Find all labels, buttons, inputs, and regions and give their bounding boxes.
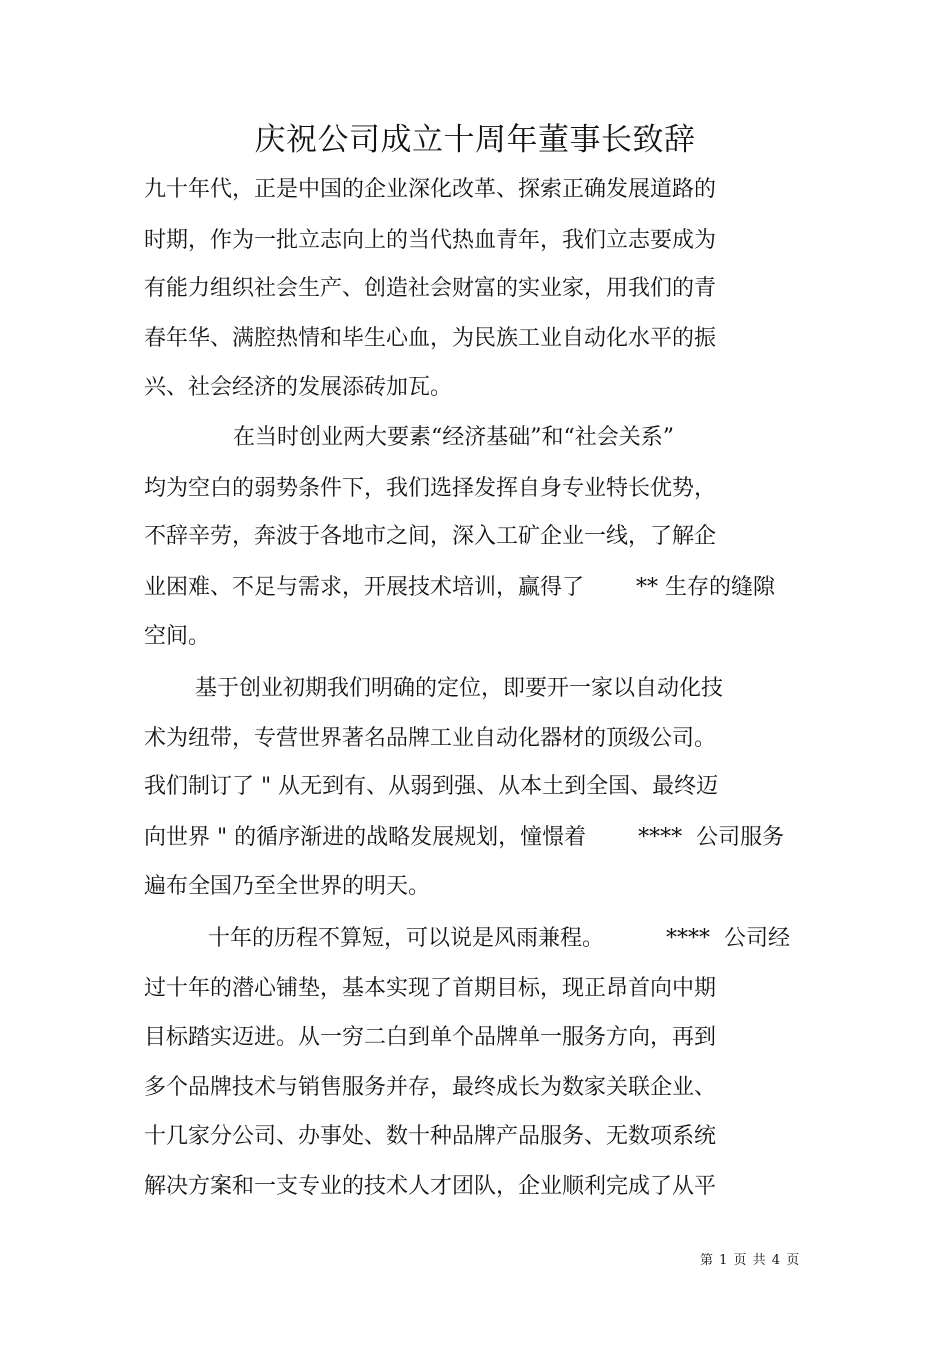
text-line: 解决方案和一支专业的技术人才团队，企业顺利完成了从平 bbox=[144, 1174, 717, 1199]
text-line: 过十年的潜心铺垫，基本实现了首期目标，现正昂首向中期 bbox=[144, 976, 717, 1001]
text-segment: ** 生存的缝隙 bbox=[636, 575, 776, 600]
text-line: 目标踏实迈进。从一穷二白到单个品牌单一服务方向，再到 bbox=[144, 1025, 717, 1050]
text-line: 遍布全国乃至全世界的明天。 bbox=[144, 874, 431, 899]
text-segment: 向世界 " 的循序渐进的战略发展规划，憧憬着 bbox=[144, 825, 587, 850]
text-line: 兴、社会经济的发展添砖加瓦。 bbox=[144, 375, 453, 400]
text-line: 均为空白的弱势条件下，我们选择发挥自身专业特长优势， bbox=[144, 476, 717, 501]
text-segment: 业困难、不足与需求，开展技术培训，赢得了 bbox=[144, 575, 585, 600]
text-line bbox=[144, 823, 784, 853]
text-line bbox=[144, 573, 775, 603]
text-line: 空间。 bbox=[144, 624, 211, 649]
text-segment: **** 公司服务 bbox=[638, 825, 785, 850]
text-line: 在当时创业两大要素“经济基础”和“社会关系” bbox=[233, 425, 674, 450]
text-segment: **** 公司经 bbox=[666, 926, 791, 951]
text-line: 术为纽带，专营世界著名品牌工业自动化器材的顶级公司。 bbox=[144, 726, 717, 751]
page-number-footer: 第 1 页 共 4 页 bbox=[700, 1253, 801, 1268]
text-segment: 十年的历程不算短，可以说是风雨兼程。 bbox=[208, 926, 605, 951]
text-line: 有能力组织社会生产、创造社会财富的实业家，用我们的青 bbox=[144, 276, 717, 301]
text-line bbox=[208, 924, 790, 954]
text-line: 九十年代，正是中国的企业深化改革、探索正确发展道路的 bbox=[144, 177, 717, 202]
text-line: 不辞辛劳，奔波于各地市之间，深入工矿企业一线，了解企 bbox=[144, 524, 717, 549]
text-line: 我们制订了 " 从无到有、从弱到强、从本土到全国、最终迈 bbox=[144, 774, 719, 799]
text-line: 时期，作为一批立志向上的当代热血青年，我们立志要成为 bbox=[144, 228, 717, 253]
text-line: 春年华、满腔热情和毕生心血，为民族工业自动化水平的振 bbox=[144, 326, 717, 351]
text-line: 多个品牌技术与销售服务并存，最终成长为数家关联企业、 bbox=[144, 1075, 717, 1100]
page-title: 庆祝公司成立十周年董事长致辞 bbox=[254, 122, 696, 158]
text-line: 基于创业初期我们明确的定位，即要开一家以自动化技 bbox=[195, 676, 724, 701]
text-line: 十几家分公司、办事处、数十种品牌产品服务、无数项系统 bbox=[144, 1124, 717, 1149]
